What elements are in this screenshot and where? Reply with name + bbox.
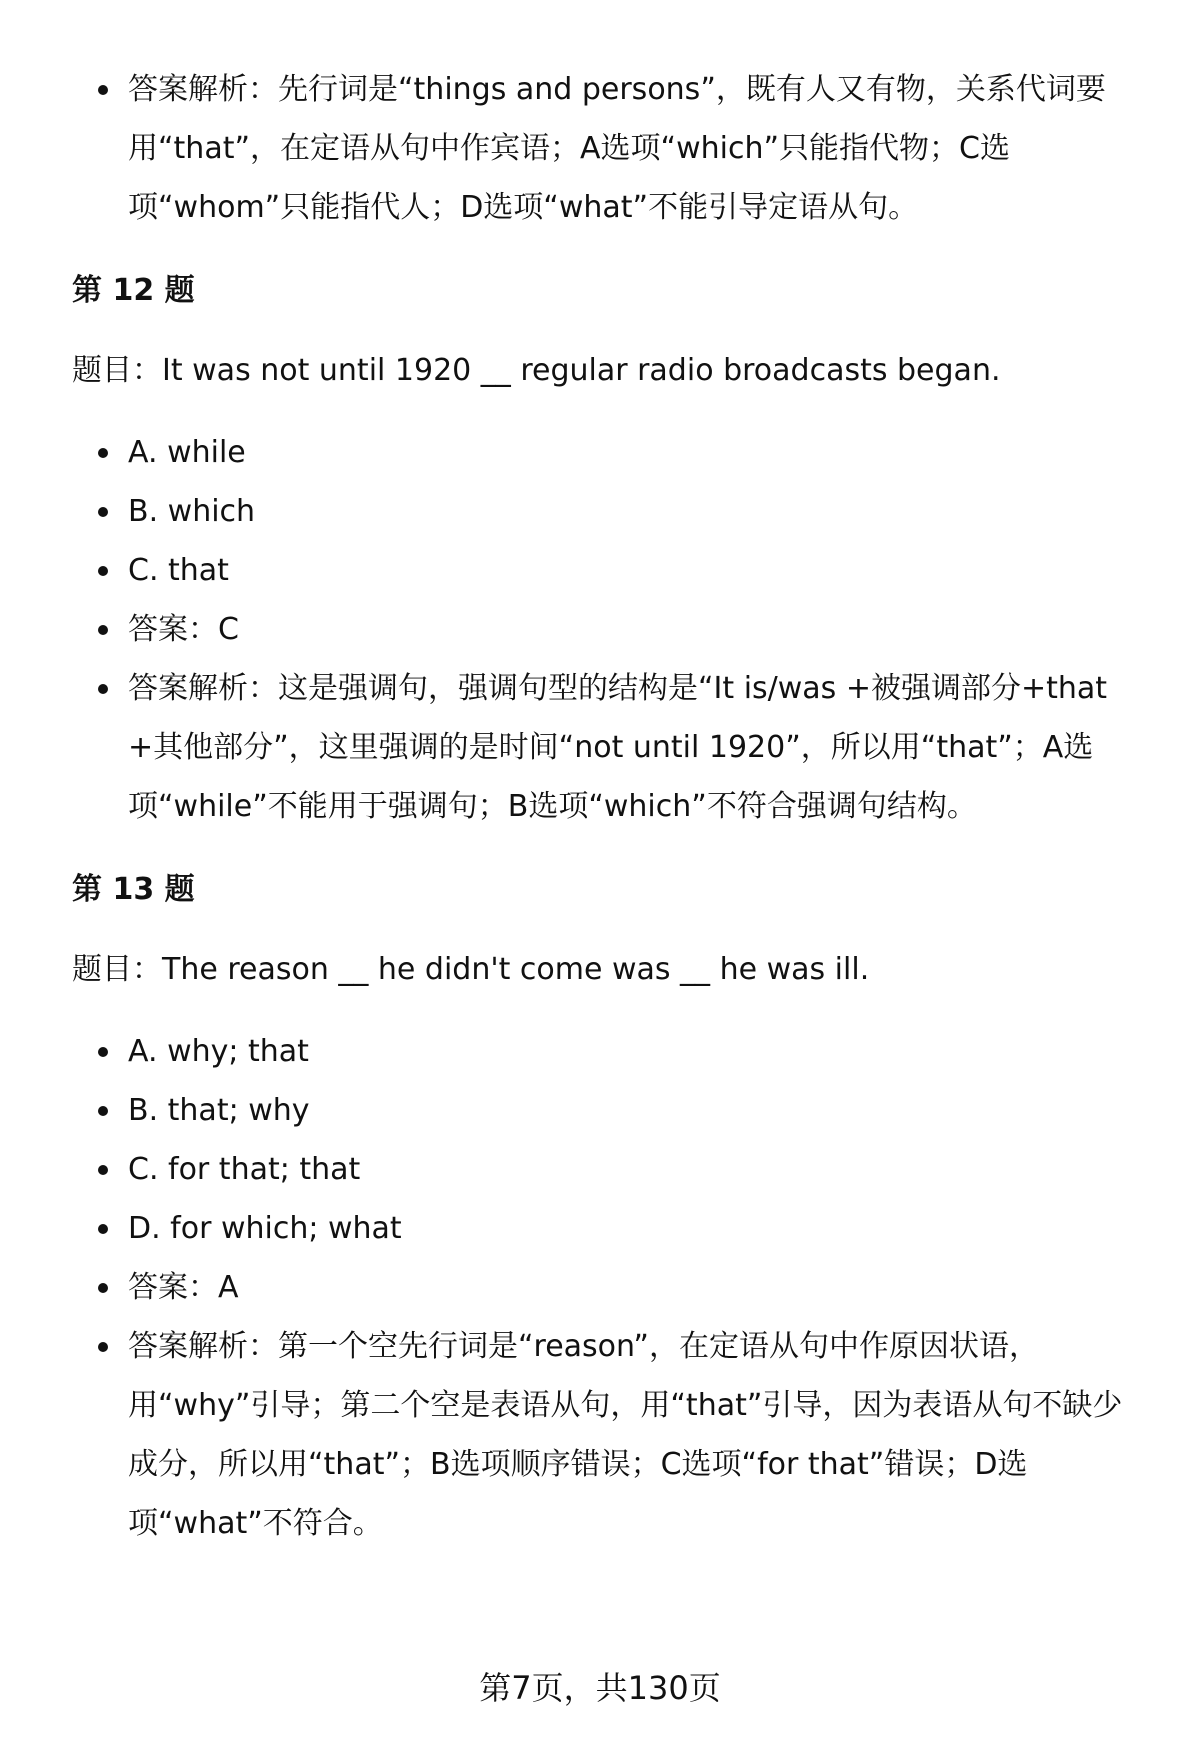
q12-answer: 答案：C	[72, 600, 1132, 659]
question-12-heading: 第 12 题	[72, 273, 195, 308]
q13-option-a: A. why; that	[72, 1022, 1132, 1081]
question-12-text: 题目：It was not until 1920 __ regular radio broadcasts began.	[72, 353, 1001, 388]
q13-explanation: 答案解析：第一个空先行词是“reason”，在定语从句中作原因状语，用“why”引导；第二个空是表语从句，用“that”引导，因为表语从句不缺少成分，所以用“that”；B选项顺序错误；C选项“for that”错误；D选项“what”不符合。	[72, 1317, 1132, 1553]
q13-option-b: B. that; why	[72, 1081, 1132, 1140]
page-content	[72, 60, 1132, 1553]
page-footer: 第7页，共130页	[479, 1669, 721, 1707]
question-12-list	[72, 423, 1132, 836]
q12-option-a: A. while	[72, 423, 1132, 482]
prev-question-list	[72, 60, 1132, 237]
q12-option-b: B. which	[72, 482, 1132, 541]
question-13-list	[72, 1022, 1132, 1553]
q13-option-c: C. for that; that	[72, 1140, 1132, 1199]
q12-option-c: C. that	[72, 541, 1132, 600]
q12-explanation: 答案解析：这是强调句，强调句型的结构是“It is/was +被强调部分+that +其他部分”，这里强调的是时间“not until 1920”，所以用“that”；A选项“while”不能用于强调句；B选项“which”不符合强调句结构。	[72, 659, 1132, 836]
q13-answer: 答案：A	[72, 1258, 1132, 1317]
prev-explanation: 答案解析：先行词是“things and persons”，既有人又有物，关系代词要用“that”，在定语从句中作宾语；A选项“which”只能指代物；C选项“whom”只能指代人；D选项“what”不能引导定语从句。	[72, 60, 1132, 237]
q13-option-d: D. for which; what	[72, 1199, 1132, 1258]
question-13-heading: 第 13 题	[72, 872, 195, 907]
question-13-text: 题目：The reason __ he didn't come was __ he was ill.	[72, 952, 870, 987]
